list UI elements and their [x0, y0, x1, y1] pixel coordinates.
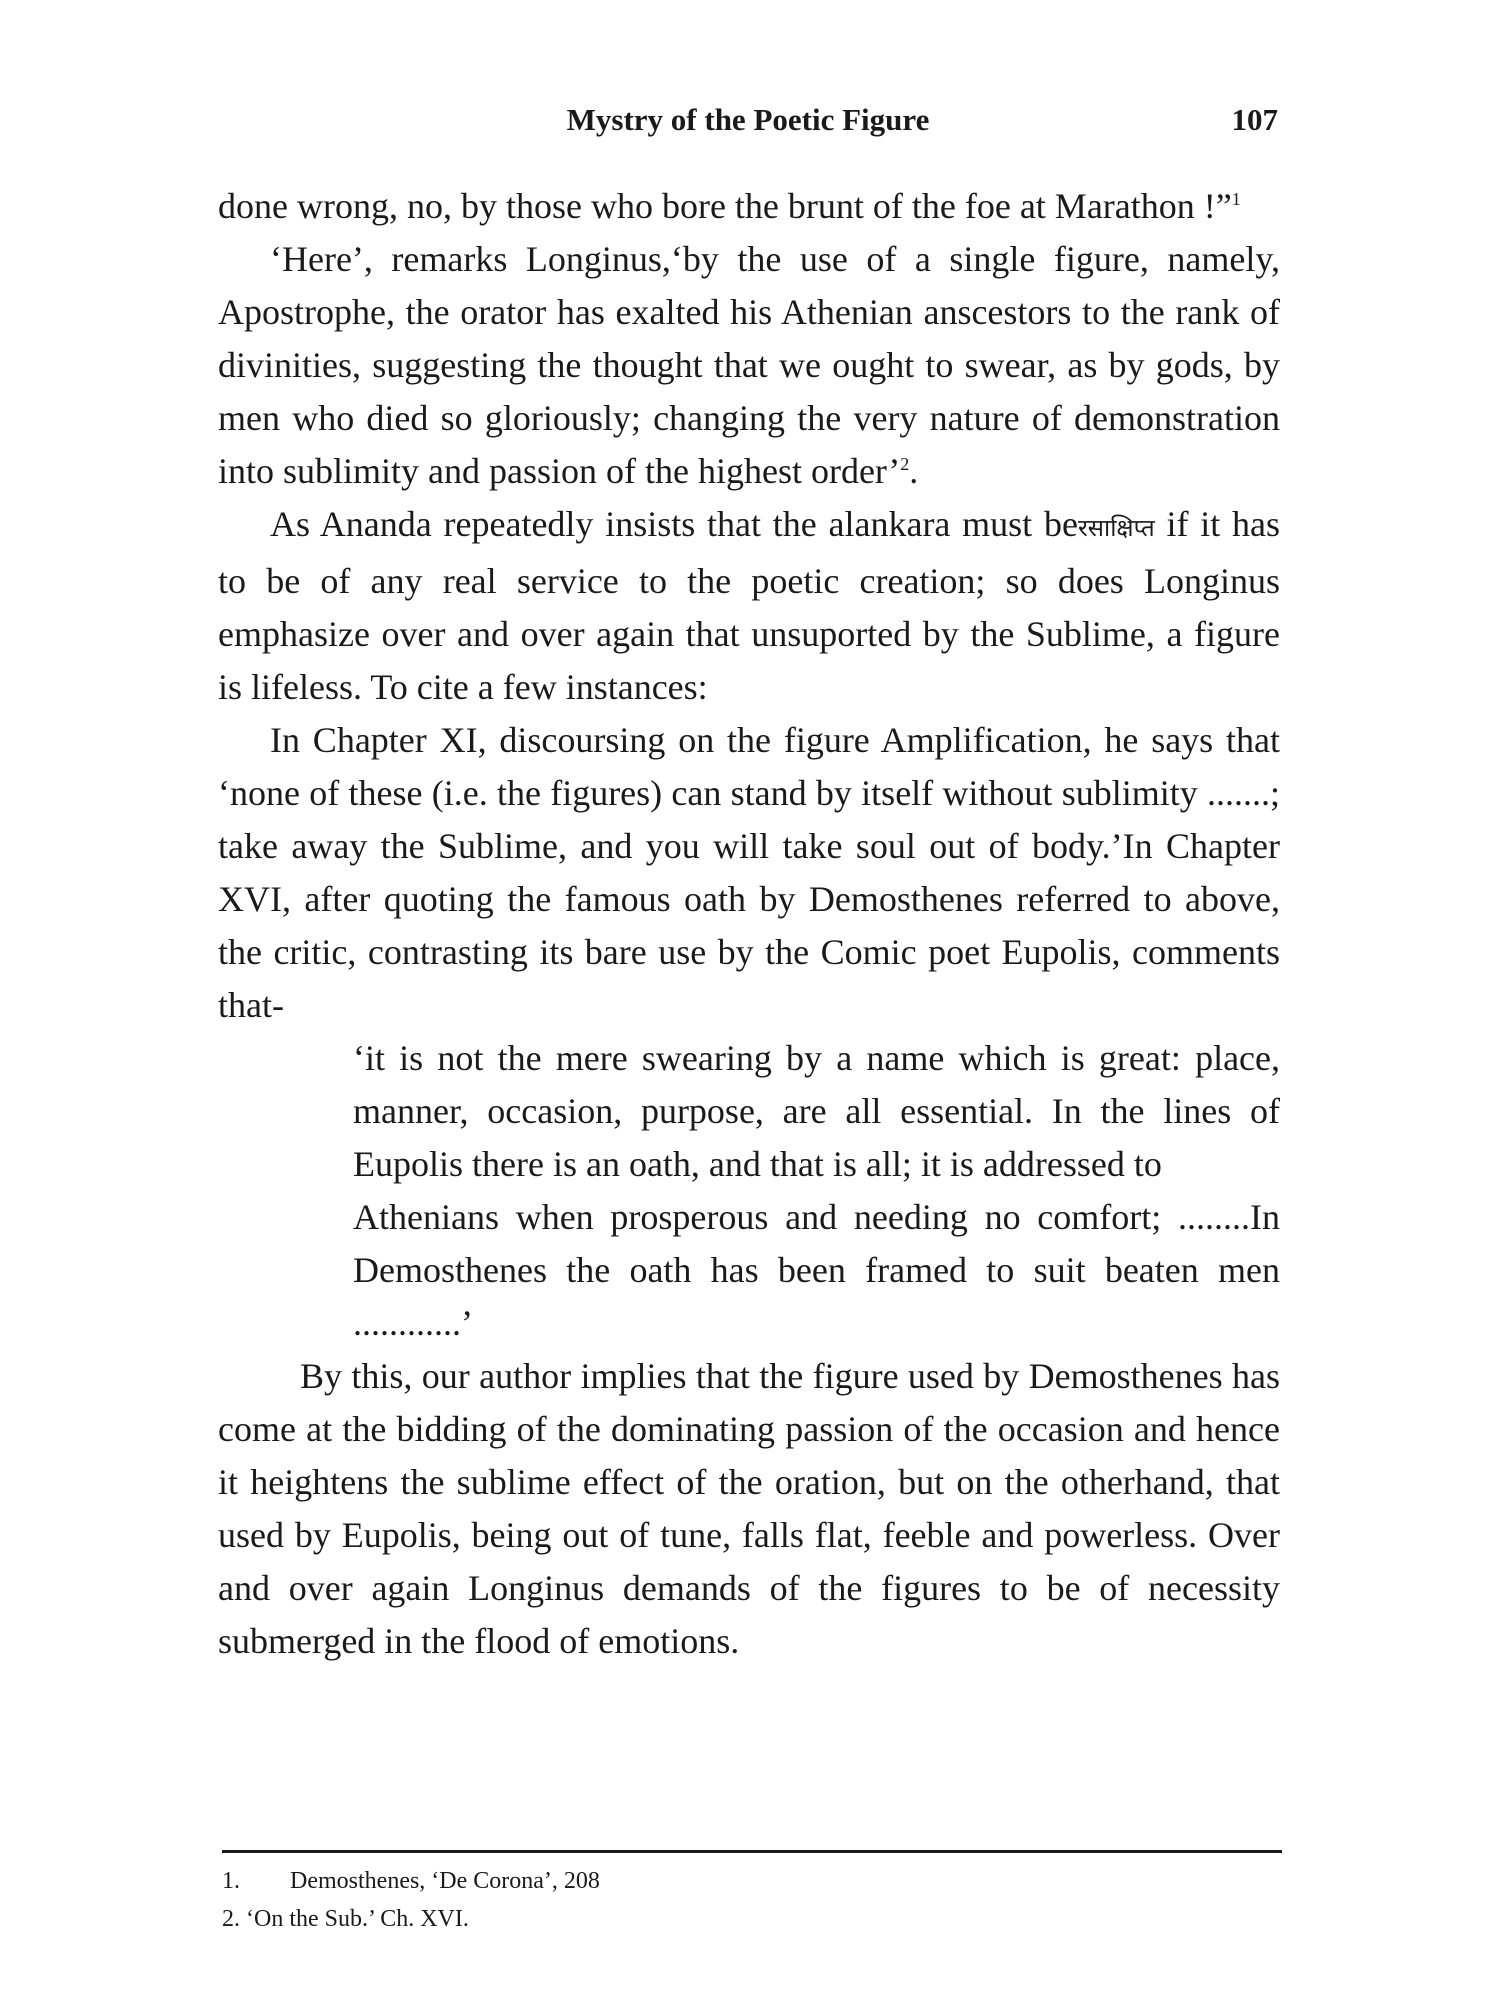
- paragraph-2-text: ‘Here’, remarks Longinus,‘by the use of a single figure, namely, Apostrophe, the orator has exalted his Athenian anscestors to the rank of divinities, suggesting the thought that we ought to swear, as by gods, by men who died so gloriously; changing the very nature of demonstration into sublimity and passion of the highest order’: [218, 239, 1280, 491]
- paragraph-5: By this, our author implies that the figure used by Demosthenes has come at the bidding of the dominating passion of the occasion and hence it heightens the sublime effect of the oration, but on the otherhand, that used by Eupolis, being out of tune, falls flat, feeble and powerless. Over and over again Longinus demands of the figures to be of necessity submerged in the flood of emotions.: [218, 1356, 1280, 1661]
- paragraph-3: [218, 498, 1280, 714]
- running-title: Mystry of the Poetic Figure: [566, 102, 930, 137]
- quote-line-1: ‘it is not the mere swearing by a name which is great: place, manner, occasion, purpose, are all essential. In the lines of Eupolis there is an oath, and that is all; it is addressed to: [353, 1038, 1280, 1184]
- footnote-1: [222, 1862, 1282, 1900]
- page-number: 107: [1231, 102, 1278, 137]
- paragraph-2-end: .: [909, 451, 919, 491]
- devanagari-term: रसाक्षिप्त: [1077, 514, 1155, 542]
- footnote-number: 1.: [222, 1868, 240, 1894]
- footnote-text: ‘On the Sub.’ Ch. XVI.: [246, 1906, 469, 1932]
- footnote-number: 2.: [222, 1906, 240, 1932]
- footnote-ref-2: 2: [900, 454, 910, 474]
- footnote-text: Demosthenes, ‘De Corona’, 208: [290, 1868, 600, 1894]
- block-quote: [353, 1032, 1280, 1350]
- paragraph-2: [218, 233, 1280, 498]
- running-head: [218, 100, 1278, 140]
- footnote-rule: [222, 1850, 1282, 1853]
- paragraph-4: In Chapter XI, discoursing on the figure Amplification, he says that ‘none of these (i.e. the figures) can stand by itself without sublimity .......; take away the Sublime, and you will take soul out of body.’In Chapter XVI, after quoting the famous oath by Demosthenes referred to above, the critic, contrasting its bare use by the Comic poet Eupolis, comments that-: [218, 720, 1280, 1025]
- paragraph-1-text: done wrong, no, by those who bore the brunt of the foe at Marathon !”: [218, 186, 1232, 226]
- quote-line-2: Athenians when prosperous and needing no comfort; ........In Demosthenes the oath has been framed to suit beaten men ............’: [353, 1197, 1280, 1343]
- paragraph-1: [218, 180, 1280, 233]
- footnote-2: [222, 1900, 1282, 1938]
- paragraph-3-after: if it has to be of any real service to the poetic creation; so does Longinus emphasize over and over again that unsuported by the Sublime, a figure is lifeless. To cite a few instances:: [218, 504, 1280, 707]
- footnote-ref-1: 1: [1231, 189, 1241, 209]
- body-text: [218, 180, 1280, 1668]
- footnotes: [222, 1862, 1282, 1938]
- paragraph-3-before: As Ananda repeatedly insists that the alankara must be: [270, 504, 1078, 544]
